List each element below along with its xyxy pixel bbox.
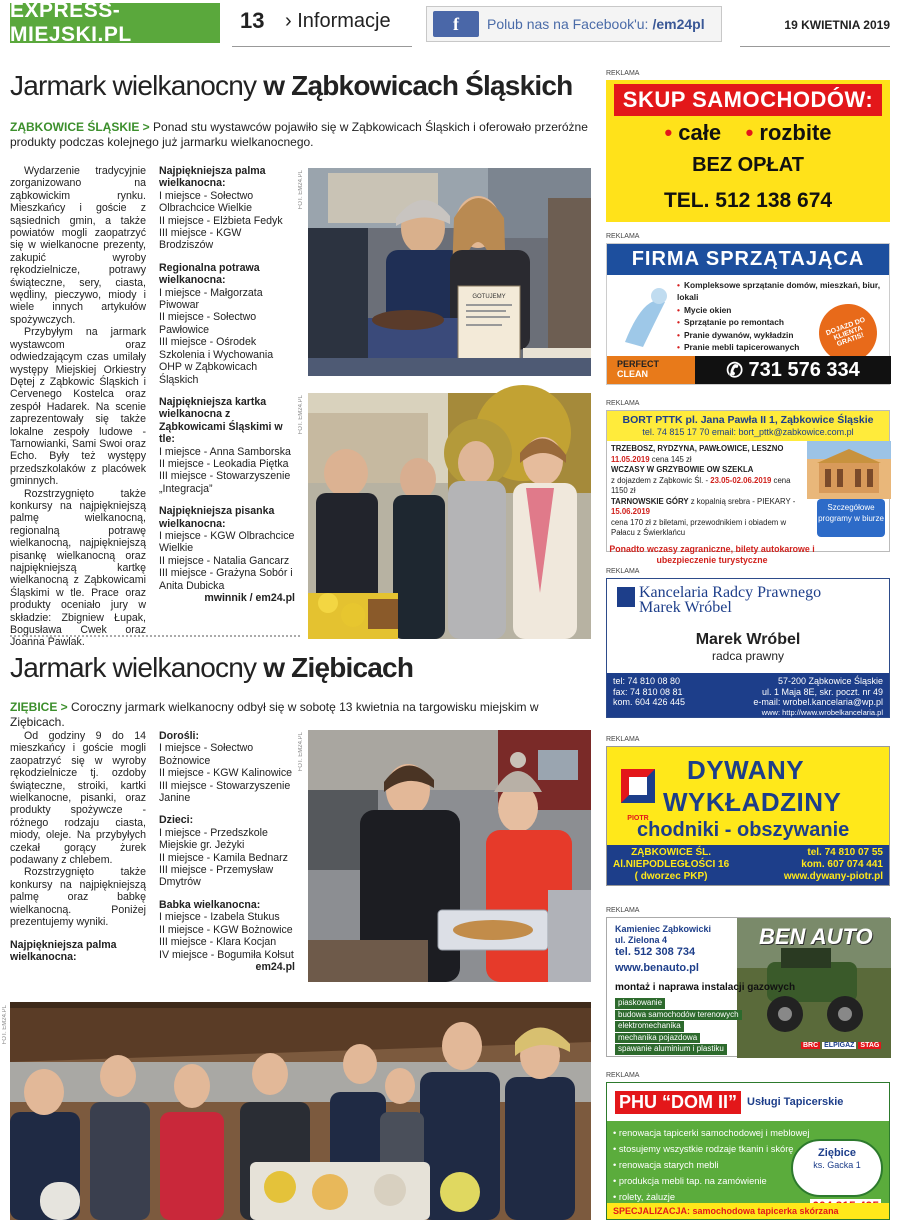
contact-line[interactable]: www: http://www.wrobelkancelaria.pl [761,707,883,717]
article-divider [10,635,300,637]
article1-title-bold: w Ząbkowicach Śląskich [263,70,573,101]
article1-body [10,165,146,649]
results-heading: Najpiękniejsza palma wielkanocna: [159,165,266,190]
contact-right [753,676,883,718]
result-item: I miejsce - Przedszkole Miejskie gr. Jeżyki [159,826,268,852]
photo-group-winners-image [10,1002,591,1220]
article1-lead-text: Ponad stu wystawców pojawiło się w Ząbkowicach Śląskich i oferowało przeróżne produkty podczas kolejnego już jarmarku wielkanocnego. [10,120,588,149]
article1-title-plain: Jarmark wielkanocny [10,70,264,101]
lawyer-role: radca prawny [711,649,785,663]
result-item: IV miejsce - Bogumiła Kołsut [159,948,294,961]
brand-word: CLEAN [617,369,648,379]
perfect-clean-logo [607,356,695,384]
article1-location: ZĄBKOWICE ŚLĄSKIE > [10,120,150,134]
page-number: 13 [240,8,265,33]
article2-body [10,730,146,963]
contact-left [613,676,685,708]
result-item: II miejsce - Elżbieta Fedyk [159,214,283,227]
photo-food-serving-image [308,730,591,982]
article2-title-plain: Jarmark wielkanocny [10,652,264,683]
ad-skup-free: BEZ OPŁAT [692,154,804,176]
result-item: I miejsce - Izabela Stukus [159,911,280,924]
contact-right [784,847,883,883]
date-rule [740,46,890,47]
header-rule [232,46,412,47]
trip-price: cena 170 zł z biletami, przewodnikiem i obiadem w Pałacu z Świerklańcu [611,517,787,537]
service-item: elektromechanika [615,1021,684,1032]
photo-group-four-women[interactable] [308,393,591,639]
ad-dywany-t2: WYKŁADZINY [663,787,842,817]
brand-word: PERFECT [617,359,660,369]
address-line: Kamieniec Ząbkowicki [615,924,712,934]
ad-bort-header [607,411,889,441]
article2-title [10,652,413,684]
piotr-logo-text: PIOTR [627,815,649,822]
benauto-logo: BEN AUTO [759,924,873,949]
results-heading: Dzieci: [159,814,194,827]
article1-paragraph: Rozstrzygnięto także konkursy na najpiękniejszą palmę wielkanocną, regionalną potrawę wielkanocną, najpiękniejszą pisankę wielkanocną oraz najpiękniejszą kartkę wielkanocną z Ząbkowicami Śląskimi w tle. Prace oraz produkty oceniało jury w składzie: Zbigniew Łupak, Bogusława Cwek oraz Joanna Pawlak. [10,487,146,649]
result-item: I miejsce - KGW Olbrachcice Wielkie [159,529,295,555]
result-item: I miejsce - Sołectwo Bożnowice [159,742,254,767]
service-item: • renowacja starych mebli [613,1157,889,1173]
service-item: • renowacja tapicerki samochodowej i meblowej [613,1125,889,1141]
result-item: III miejsce - Stowarzyszenie „Integracja” [159,470,291,495]
flag-icon [617,587,635,607]
contact-line: ( dworzec PKP) [634,871,708,882]
ad-label: REKLAMA [606,568,640,575]
ad-dom-address [791,1139,883,1197]
photo-credit: FOT. EM24.PL [298,170,304,210]
cleaning-icon [615,282,675,352]
ad-label: REKLAMA [606,233,640,240]
results-heading: Najpiękniejsza kartka wielkanocna z Ząbkowicami Śląskimi w tle: [159,395,283,446]
lawyer-name: Marek Wróbel [695,631,801,648]
photo-group-winners[interactable] [10,1002,591,1220]
contact-line: ZĄBKOWICE ŚL. [631,847,712,858]
issue-date: 19 KWIETNIA 2019 [784,18,890,32]
service-item: • Pranie dywanów, wykładzin [677,329,889,341]
trip-note: z kopalnią srebra - PIEKARY - [688,496,796,506]
benauto-address [615,924,711,946]
benauto-phone[interactable]: tel. 512 308 734 [615,946,696,958]
photo-group-four-women-image [308,393,591,639]
ad-dom-ii[interactable] [606,1082,890,1220]
ad-skup-phone[interactable]: TEL. 512 138 674 [663,189,833,212]
trip-date: 23.05-02.06.2019 [710,475,772,485]
contact-line: 57-200 Ząbkowice Śląskie [777,676,883,686]
section-title: › Informacje [285,10,391,32]
ad-skup-a: całe [678,120,722,145]
article1-title [10,70,572,102]
ad-dom-service: Usługi Tapicerskie [747,1096,844,1108]
result-item: II miejsce - Leokadia Piętka [159,457,289,470]
result-item: III miejsce - Stowarzyszenie Janine [159,779,291,805]
facebook-text: Polub nas na Facebook'u: [487,16,649,32]
photo-credit: FOT. EM24.PL [2,1005,8,1045]
photo-food-serving[interactable] [308,730,591,982]
ad-bort-badge: Szczegółowe programy w biurze [817,499,885,537]
trip-date: 15.06.2019 [611,507,651,516]
service-item: piaskowanie [615,998,665,1009]
service-item: • Mycie okien [677,304,889,316]
ad-bort-name: BORT PTTK pl. Jana Pawła II 1, Ząbkowice Śląskie [622,414,874,426]
trip-title: TARNOWSKIE GÓRY [611,496,689,506]
service-item: • stosujemy wszystkie rodzaje tkanin i skórę [613,1141,889,1157]
ad-bort-promo: Ponadto wczasy zagraniczne, bilety autokarowe i ubezpieczenie turystyczne [609,543,815,565]
result-item: II miejsce - Natalia Gancarz [159,554,290,567]
service-item: mechanika pojazdowa [615,1033,700,1044]
contact-line: Al.NIEPODLEGŁOŚCI 16 [613,859,730,870]
trip-note: z dojazdem z Ząbkowic Śl. - [611,475,711,485]
article1-paragraph: Przybyłym na jarmark wystawcom oraz odwiedzającym czas umilały występy Miejskiej Orkiestry Dętej z Ząbkowic Śląskich i Cervenego Kostelca oraz zespół Hadarek. Na scenie zaprezentowały się także lokalne zespoły ludowe - Tarnowianki, Sami Swoi oraz Echo. Były też występy przedszkolaków z placówek gminnych. [10,326,146,488]
ad-kancelaria-contact [607,673,889,717]
ad-firma-title: FIRMA SPRZĄTAJĄCA [607,244,889,275]
ad-benauto[interactable] [606,917,890,1057]
contact-line: tel: 74 810 08 80 [613,676,681,686]
photo-stall-two-women-image [308,168,591,376]
result-item: III miejsce - KGW Brodziszów [159,227,242,252]
ad-firma-footer [607,356,891,384]
trip-title: TRZEBOSZ, RYDZYNA, PAWŁOWICE, LESZNO [611,444,784,453]
photo-credit: FOT. EM24.PL [298,395,304,435]
article2-location: ZIĘBICE > [10,700,68,714]
service-item: • Sprzątanie po remontach [677,316,889,328]
result-item: I miejsce - Sołectwo Olbrachcice Wielkie [159,189,254,215]
ad-kancelaria-logo [639,585,821,615]
elpigaz-logo: ELPIGAZ [824,1042,855,1049]
ad-dom-header [607,1083,889,1121]
ad-bort-pttk[interactable] [606,410,890,565]
article1-signature: mwinnik / em24.pl [204,592,295,604]
article2-lead-text: Coroczny jarmark wielkanocny odbył się w sobotę 13 kwietnia na targowisku miejskim w Ziębicach. [10,700,539,729]
benauto-headline: montaż i naprawa instalacji gazowych [615,982,796,993]
results-heading: Najpiękniejsza palma wielkanocna: [10,938,117,963]
ad-label: REKLAMA [606,400,640,407]
ad-firma-phone[interactable]: ✆ 731 576 334 [695,356,891,384]
result-item: II miejsce - KGW Kalinowice [159,767,293,780]
address-street: ks. Gacka 1 [813,1160,861,1170]
article2-results [159,730,295,973]
results-heading: Najpiękniejsza pisanka wielkanocna: [159,505,275,530]
article2-lead [10,700,590,730]
facebook-handle[interactable]: /em24pl [652,16,705,32]
result-item: III miejsce - Ośrodek Szkolenia i Wychowania OHP w Ząbkowicach Śląskich [159,336,274,386]
ad-dywany-contact [607,845,889,885]
ad-label: REKLAMA [606,907,640,914]
ad-dom-name: PHU “DOM II” [615,1091,741,1114]
facebook-banner[interactable] [426,6,722,42]
results-heading: Dorośli: [159,730,200,742]
article1-results [159,165,295,604]
contact-line: ul. 1 Maja 8E, skr. poczt. nr 49 [761,686,883,697]
facebook-icon: f [433,11,479,37]
result-item: II miejsce - Kamila Bednarz [159,851,288,864]
trip-price: cena 145 zł [649,454,692,464]
ad-dywany-t1: DYWANY [687,755,805,785]
result-item: II miejsce - Sołectwo Pawłowice [159,311,257,336]
bullet-icon: • [745,120,754,145]
free-delivery-badge: DOJAZD DO KLIENTA GRATIS! [811,296,885,370]
contact-line: fax: 74 810 08 81 [613,686,683,697]
benauto-services [615,998,742,1056]
service-item: spawanie aluminium i plastiku [615,1044,727,1055]
contact-line: tel. 74 810 07 55 [807,847,883,858]
article2-title-bold: w Ziębicach [263,652,414,683]
ad-firma-sprzatajaca[interactable] [606,243,890,385]
trip-date: 11.05.2019 [611,454,650,464]
contact-line[interactable]: e-mail: wrobel.kancelaria@wp.pl [753,697,883,707]
ad-label: REKLAMA [606,70,640,77]
result-item: I miejsce - Małgorzata Piwowar [159,286,263,312]
stall-sign-text: GOTUJEMY [472,294,506,300]
service-item: • Pranie mebli tapicerowanych [677,341,889,353]
article1-lead [10,120,590,150]
article2-paragraph: Od godziny 9 do 14 mieszkańcy i goście mogli zaopatrzyć się w wyroby rękodzielnicze tj. ozdoby świąteczne, stroiki, kartki wielkanocne, pisanki, oraz produkty spożywcze - różnego rodzaju ciasta, miody, oleje. Na przybyłych czekał gorący żurek podawany z chlebem. [10,730,146,867]
contact-line: kom. 604 426 445 [613,697,686,707]
trip-title: WCZASY W GRZYBOWIE OW SZEKLA [611,465,754,474]
result-item: I miejsce - Anna Samborska [159,445,291,458]
ad-skup-title: SKUP SAMOCHODÓW: [614,84,882,116]
partner-logos [801,1042,881,1049]
result-item: III miejsce - Grażyna Sobór i Anita Dubicka [159,567,293,592]
photo-stall-two-women[interactable] [308,168,591,376]
contact-line: kom. 607 074 441 [801,859,883,870]
ad-bort-trips [607,441,811,542]
ad-dywany[interactable] [606,746,890,886]
results-heading: Babka wielkanocna: [159,898,261,911]
bullet-icon: • [664,120,673,145]
contact-line[interactable]: www.dywany-piotr.pl [783,871,883,882]
address-line: ul. Zielona 4 [615,935,668,945]
ad-dywany-t3: chodniki - obszywanie [637,819,850,841]
service-item: • rolety, żaluzje [613,1189,889,1205]
service-item: • produkcja mebli tap. na zamówienie [613,1173,889,1189]
service-item: • Kompleksowe sprzątanie domów, mieszkań, biur, lokali [677,279,889,304]
ad-bort-contact: tel. 74 815 17 70 email: bort_pttk@zabkowice.com.pl [642,427,854,437]
article2-signature: em24.pl [255,960,295,973]
article1-paragraph: Wydarzenie tradycyjnie zorganizowano na ząbkowickim rynku. Mieszkańcy i goście z sąsiednich gmin, a także powiatów mogli zaopatrzyć się w wielkanocne prezenty, zakupić wyroby rękodzielnicze, potrawy świąteczne, sery, ciasta, wędliny, pieczywo, miody i wiele innych artykułów spożywczych. [10,165,146,326]
ad-skup-b: rozbite [759,120,832,145]
site-logo[interactable]: EXPRESS-MIEJSKI.PL [10,3,220,43]
trip-price: cena 1150 zł [611,475,791,495]
ad-skup-line [606,120,890,146]
result-item: II miejsce - KGW Bożnowice [159,923,293,936]
piotr-logo-icon [613,765,663,815]
logo-line: Marek Wróbel [639,599,732,616]
result-item: III miejsce - Przemysław Dmytrów [159,864,274,889]
article2-paragraph: Rozstrzygnięto także konkursy na najpiękniejszą palmę oraz babkę wielkanocną. Poniżej prezentujemy wyniki. [10,866,146,929]
photo-credit: FOT. EM24.PL [298,732,304,772]
results-heading: Regionalna potrawa wielkanocna: [159,261,260,287]
phone-number: 731 576 334 [748,358,860,381]
benauto-website[interactable]: www.benauto.pl [615,962,699,974]
ad-skup-samochodow[interactable] [606,80,890,222]
logo-line: Kancelaria Radcy Prawnego [639,584,822,601]
brc-logo: BRC [803,1042,819,1049]
ad-label: REKLAMA [606,1072,640,1079]
result-item: III miejsce - Klara Kocjan [159,936,277,949]
contact-left [613,847,729,883]
ad-label: REKLAMA [606,736,640,743]
ad-kancelaria[interactable] [606,578,890,718]
stag-logo: STAG [860,1042,880,1049]
ad-dom-footer: SPECJALIZACJA: samochodowa tapicerka skórzana [607,1203,889,1219]
theatre-building-icon [807,441,891,499]
service-item: budowa samochodów terenowych [615,1010,742,1021]
address-city: Ziębice [818,1147,856,1159]
